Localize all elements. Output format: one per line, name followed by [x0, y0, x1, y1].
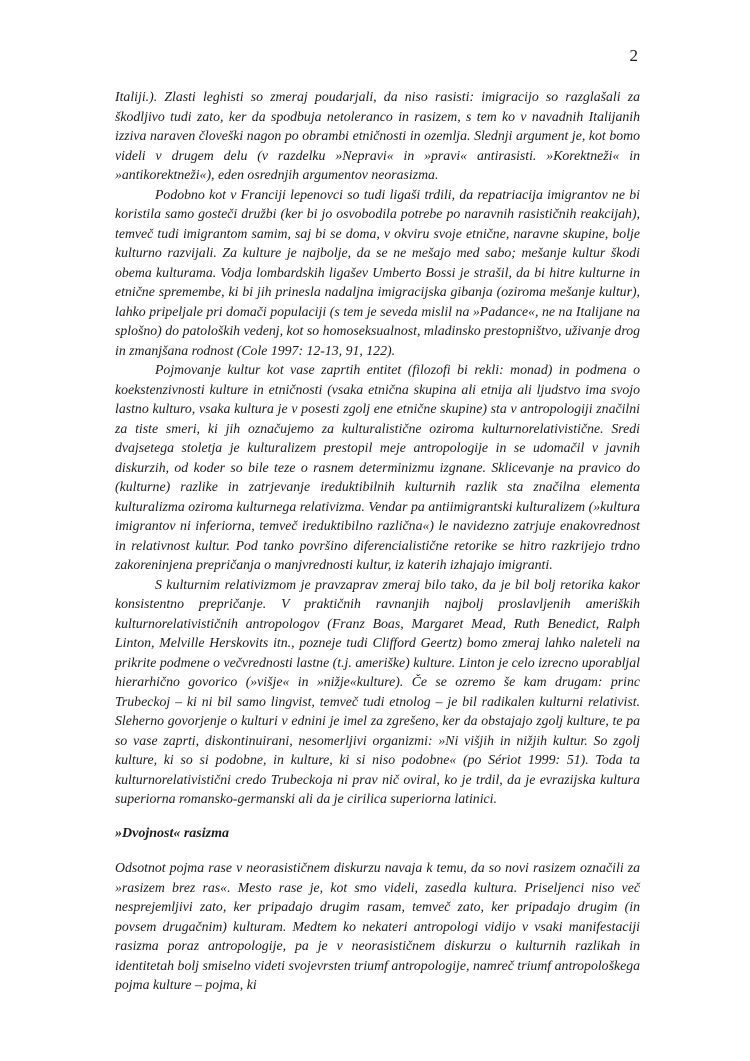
paragraph: Odsotnot pojma rase v neorasističnem diskurzu navaja k temu, da so novi rasizem označili za »rasizem brez ras«. Mesto rase je, kot smo videli, zasedla kultura. Priseljenci niso več nesprejemljivi zato, ker pripadajo drugim rasam, temveč zato, ker pripadajo drugim (in povsem drugačnim) kulturam. Medtem ko nekateri antropologi vidijo v vsaki manifestaciji rasizma poraz antropologije, pa je v neorasističnem diskurzu o kulturnih razlikah in identitetah bolj smiselno videti svojevrsten triumf antropologije, namreč triumf antropološkega pojma kulture – pojma, ki [115, 860, 640, 992]
paragraph: Pojmovanje kultur kot vase zaprtih entitet (filozofi bi rekli: monad) in podmena o koekstenzivnosti kulture in etničnosti (vsaka etnična skupina ali etnija ali ljudstvo ima svojo lastno kulturo, vsaka kultura je v posesti zgolj ene etnične skupine) sta v antropologiji značilni za tiste smeri, ki jih označujemo za kulturalistične oziroma kulturnorelativistične. Sredi dvajsetega stoletja je kulturalizem prestopil meje antropologije in se udomačil v javnih diskurzih, od koder so bile teze o rasnem determinizmu izgnane. Sklicevanje na pravico do (kulturne) razlike in zatrjevanje ireduktibilnih kulturnih razlik sta značilna elementa kulturalizma oziroma kulturnega relativizma. Vendar pa antiimigrantski kulturalizem (»kultura imigrantov ni inferiorna, temveč ireduktibilno različna«) le navidezno zatrjuje enakovrednost in relativnost kultur. Pod tanko površino diferencialistične retorike se hitro razkrijejo trdno zakoreninjena prepričanja o manjvrednosti kultur, iz katerih izhajajo imigranti. [115, 362, 640, 572]
text-column [115, 45, 640, 995]
page-number: 2 [629, 46, 638, 65]
paragraph: S kulturnim relativizmom je pravzaprav zmeraj bilo tako, da je bil bolj retorika kakor konsistentno prepričanje. V praktičnih ravnanjih najbolj proslavljenih ameriških kulturnorelativističnih antropologov (Franz Boas, Margaret Mead, Ruth Benedict, Ralph Linton, Melville Herskovits itn., pozneje tudi Clifford Geertz) bomo zmeraj lahko naleteli na prikrite podmene o večvrednosti lastne (t.j. ameriške) kulture. Linton je celo izrecno uporabljal hierarhično govorico (»višje« in »nižje«kulture). Če se ozremo še kam drugam: princ Trubeckoj – ki ni bil samo lingvist, temveč tudi etnolog – je bil radikalen kulturni relativist. Sleherno govorjenje o kulturi v ednini je imel za zgrešeno, ker da obstajajo zgolj kulture, te pa so vase zaprti, diskontinuirani, nesomerljivi organizmi: »Ni višjih in nižjih kultur. So zgolj kulture, ki so si podobne, in kulture, ki si niso podobne« (po Sériot 1999: 51). Toda ta kulturnorelativistični credo Trubeckoja ni prav nič oviral, ko je trdil, da je evrazijska kultura superiorna romansko-germanski ali da je cirilica superiorna latinici. [115, 576, 640, 806]
paragraph: Podobno kot v Franciji lepenovci so tudi ligaši trdili, da repatriacija imigrantov ne bi koristila samo gosteči družbi (ker bi jo osvobodila potrebe po naravnih rasističnih reakcijah), temveč tudi imigrantom samim, saj bi se doma, v okviru svoje etnične, naravne skupine, bolje kulturno razvijali. Za kulture je najbolje, da se ne mešajo med sabo; mešanje kultur škodi obema kulturama. Vodja lombardskih ligašev Umberto Bossi je strašil, da bi hitre kulturne in etnične spremembe, ki bi jih prinesla nadaljna imigracijska gibanja (oziroma mešanje kultur), lahko pripeljale pri domači populaciji (s tem je seveda mislil na »Padance«, ne na Italijane na splošno) do patoloških vedenj, kot so homoseksualnost, mladinsko prestopništvo, uživanje drog in zmanjšana rodnost (Cole 1997: 12-13, 91, 122). [115, 186, 640, 358]
paragraph-continuation: Italiji.). Zlasti leghisti so zmeraj poudarjali, da niso rasisti: imigracijo so razglašali za škodljivo tudi zato, ker da spodbuja netoleranco in rasizem, s tem ko v navadnih Italijanih izziva naraven človeški nagon po obrambi etničnosti in ozemlja. Slednji argument je, kot bomo videli v drugem delu (v razdelku »Nepravi« in »pravi« antirasisti. »Korektneži« in »antikorektneži«), eden osrednjih argumentov neorasizma. [115, 89, 640, 182]
document-body [115, 87, 640, 995]
section-heading: »Dvojnost« rasizma [115, 825, 229, 841]
